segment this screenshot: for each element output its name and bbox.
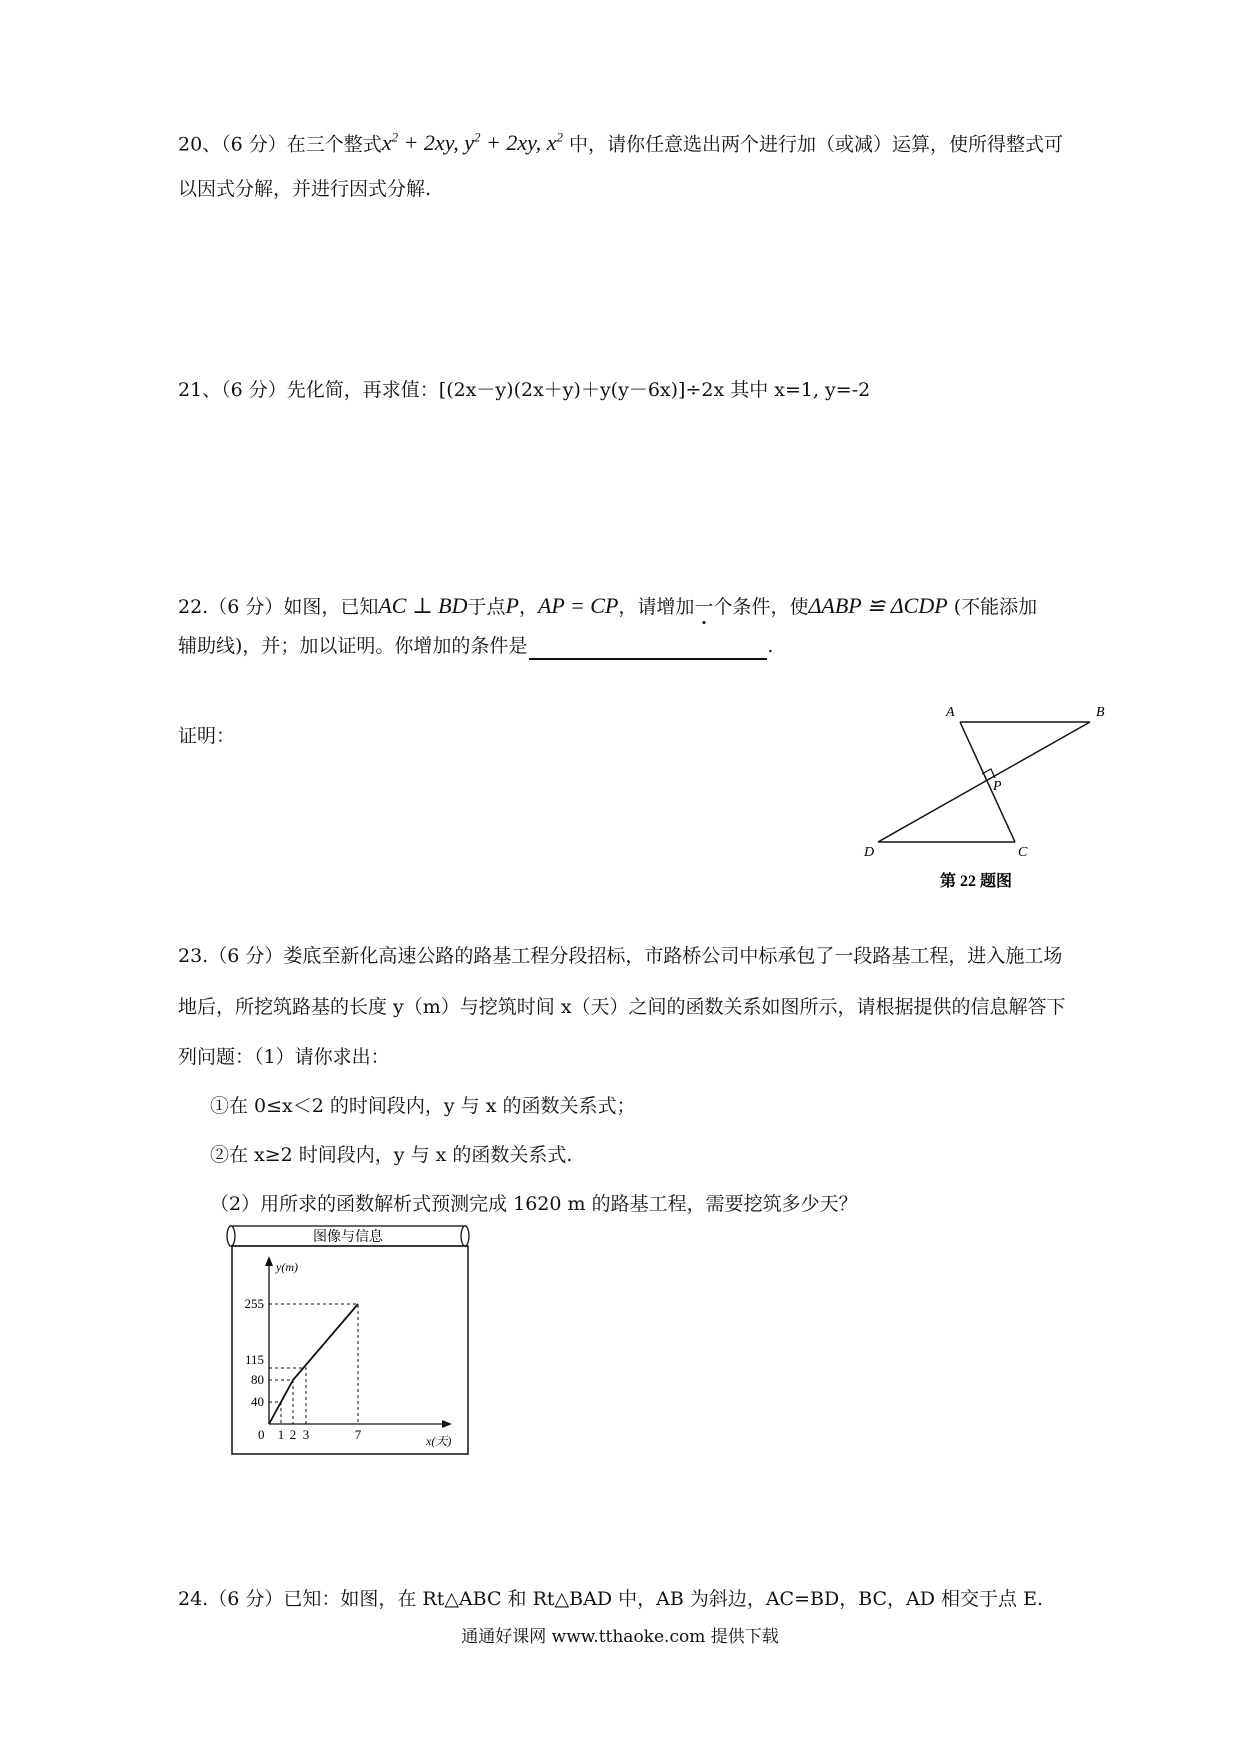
x-tick-1: 1 [277, 1427, 285, 1442]
q23-line-3: 列问题：（1）请你求出： [178, 1046, 390, 1068]
q22-figure [850, 700, 1130, 890]
origin-label: 0 [258, 1427, 265, 1442]
x-axis-arrow [442, 1420, 452, 1428]
y-axis-arrow [265, 1256, 273, 1266]
answer-blank[interactable] [529, 638, 767, 660]
scroll-end-right [461, 1226, 469, 1246]
x-tick-2: 2 [289, 1427, 297, 1442]
y-axis-label: y(m) [276, 1260, 298, 1274]
q22-proof-label: 证明： [178, 725, 236, 747]
point-label-d: D [864, 845, 875, 860]
banner-title: 图像与信息 [313, 1230, 383, 1245]
q23-line-6: （2）用所求的函数解析式预测完成 1620 m 的路基工程，需要挖筑多少天？ [210, 1193, 858, 1215]
y-tick-255: 255 [244, 1296, 264, 1311]
y-tick-40: 40 [251, 1394, 264, 1409]
q22-math-congruent: ΔABP ≌ ΔCDP [808, 593, 948, 618]
point-label-c: C [1018, 845, 1028, 860]
q23-line-2: 地后，所挖筑路基的长度 y（m）与挖筑时间 x（天）之间的函数关系如图所示，请根据提供的信息解答下 [178, 996, 1066, 1018]
q22-math-perp: AC ⊥ BD [378, 593, 468, 618]
x-tick-3: 3 [302, 1427, 310, 1442]
data-line [269, 1304, 358, 1424]
scroll-end-left [227, 1226, 235, 1246]
segment-ac [960, 722, 1015, 842]
q20-text-b: 中，请你任意选出两个进行加（或减）运算，使所得整式可 [562, 133, 1063, 156]
q20-line-1 [178, 124, 1063, 158]
q20-line-2: 以因式分解，并进行因式分解. [178, 178, 432, 200]
point-label-p: P [993, 779, 1002, 794]
q20-expr-1: $x^2 + 2xy$, $y^2 + 2xy$, $x^2$ [381, 130, 563, 156]
q20-text-a: 20、（6 分）在三个整式 [178, 133, 382, 156]
q22-line-1: 22.（6 分）如图，已知AC ⊥ BD于点P，AP = CP，请增加一个条件，使ΔABP ≌ ΔCDP (不能添加 [178, 593, 1038, 618]
y-tick-80: 80 [251, 1372, 264, 1387]
q23-line-4: ①在 0≤x＜2 的时间段内，y 与 x 的函数关系式； [210, 1095, 636, 1117]
point-label-a: A [946, 705, 955, 720]
y-tick-115: 115 [244, 1352, 264, 1367]
x-tick-7: 7 [354, 1427, 362, 1442]
dashed-guides [269, 1304, 358, 1424]
page-footer: 通通好课网 www.tthaoke.com 提供下载 [461, 1627, 779, 1647]
q21-line: 21、（6 分）先化简，再求值：[(2x－y)(2x＋y)＋y(y－6x)]÷2x 其中 x=1, y=-2 [178, 379, 871, 401]
figure-caption: 第 22 题图 [940, 873, 1013, 890]
q23-graph [222, 1224, 478, 1458]
graph-frame [232, 1246, 468, 1454]
emphasis-char: 一 [694, 596, 714, 618]
q24-line: 24.（6 分）已知：如图，在 Rt△ABC 和 Rt△BAD 中，AB 为斜边，AC=BD，BC，AD 相交于点 E. [178, 1588, 1043, 1610]
x-axis-label: x(天) [426, 1434, 452, 1448]
q22-line-2: 辅助线)，并；加以证明。你增加的条件是 . [178, 632, 773, 660]
q23-line-1: 23.（6 分）娄底至新化高速公路的路基工程分段招标，市路桥公司中标承包了一段路基工程，进入施工场 [178, 945, 1063, 967]
q23-line-5: ②在 x≥2 时间段内，y 与 x 的函数关系式. [210, 1144, 573, 1166]
point-label-b: B [1096, 705, 1105, 720]
segment-bd [878, 722, 1090, 842]
